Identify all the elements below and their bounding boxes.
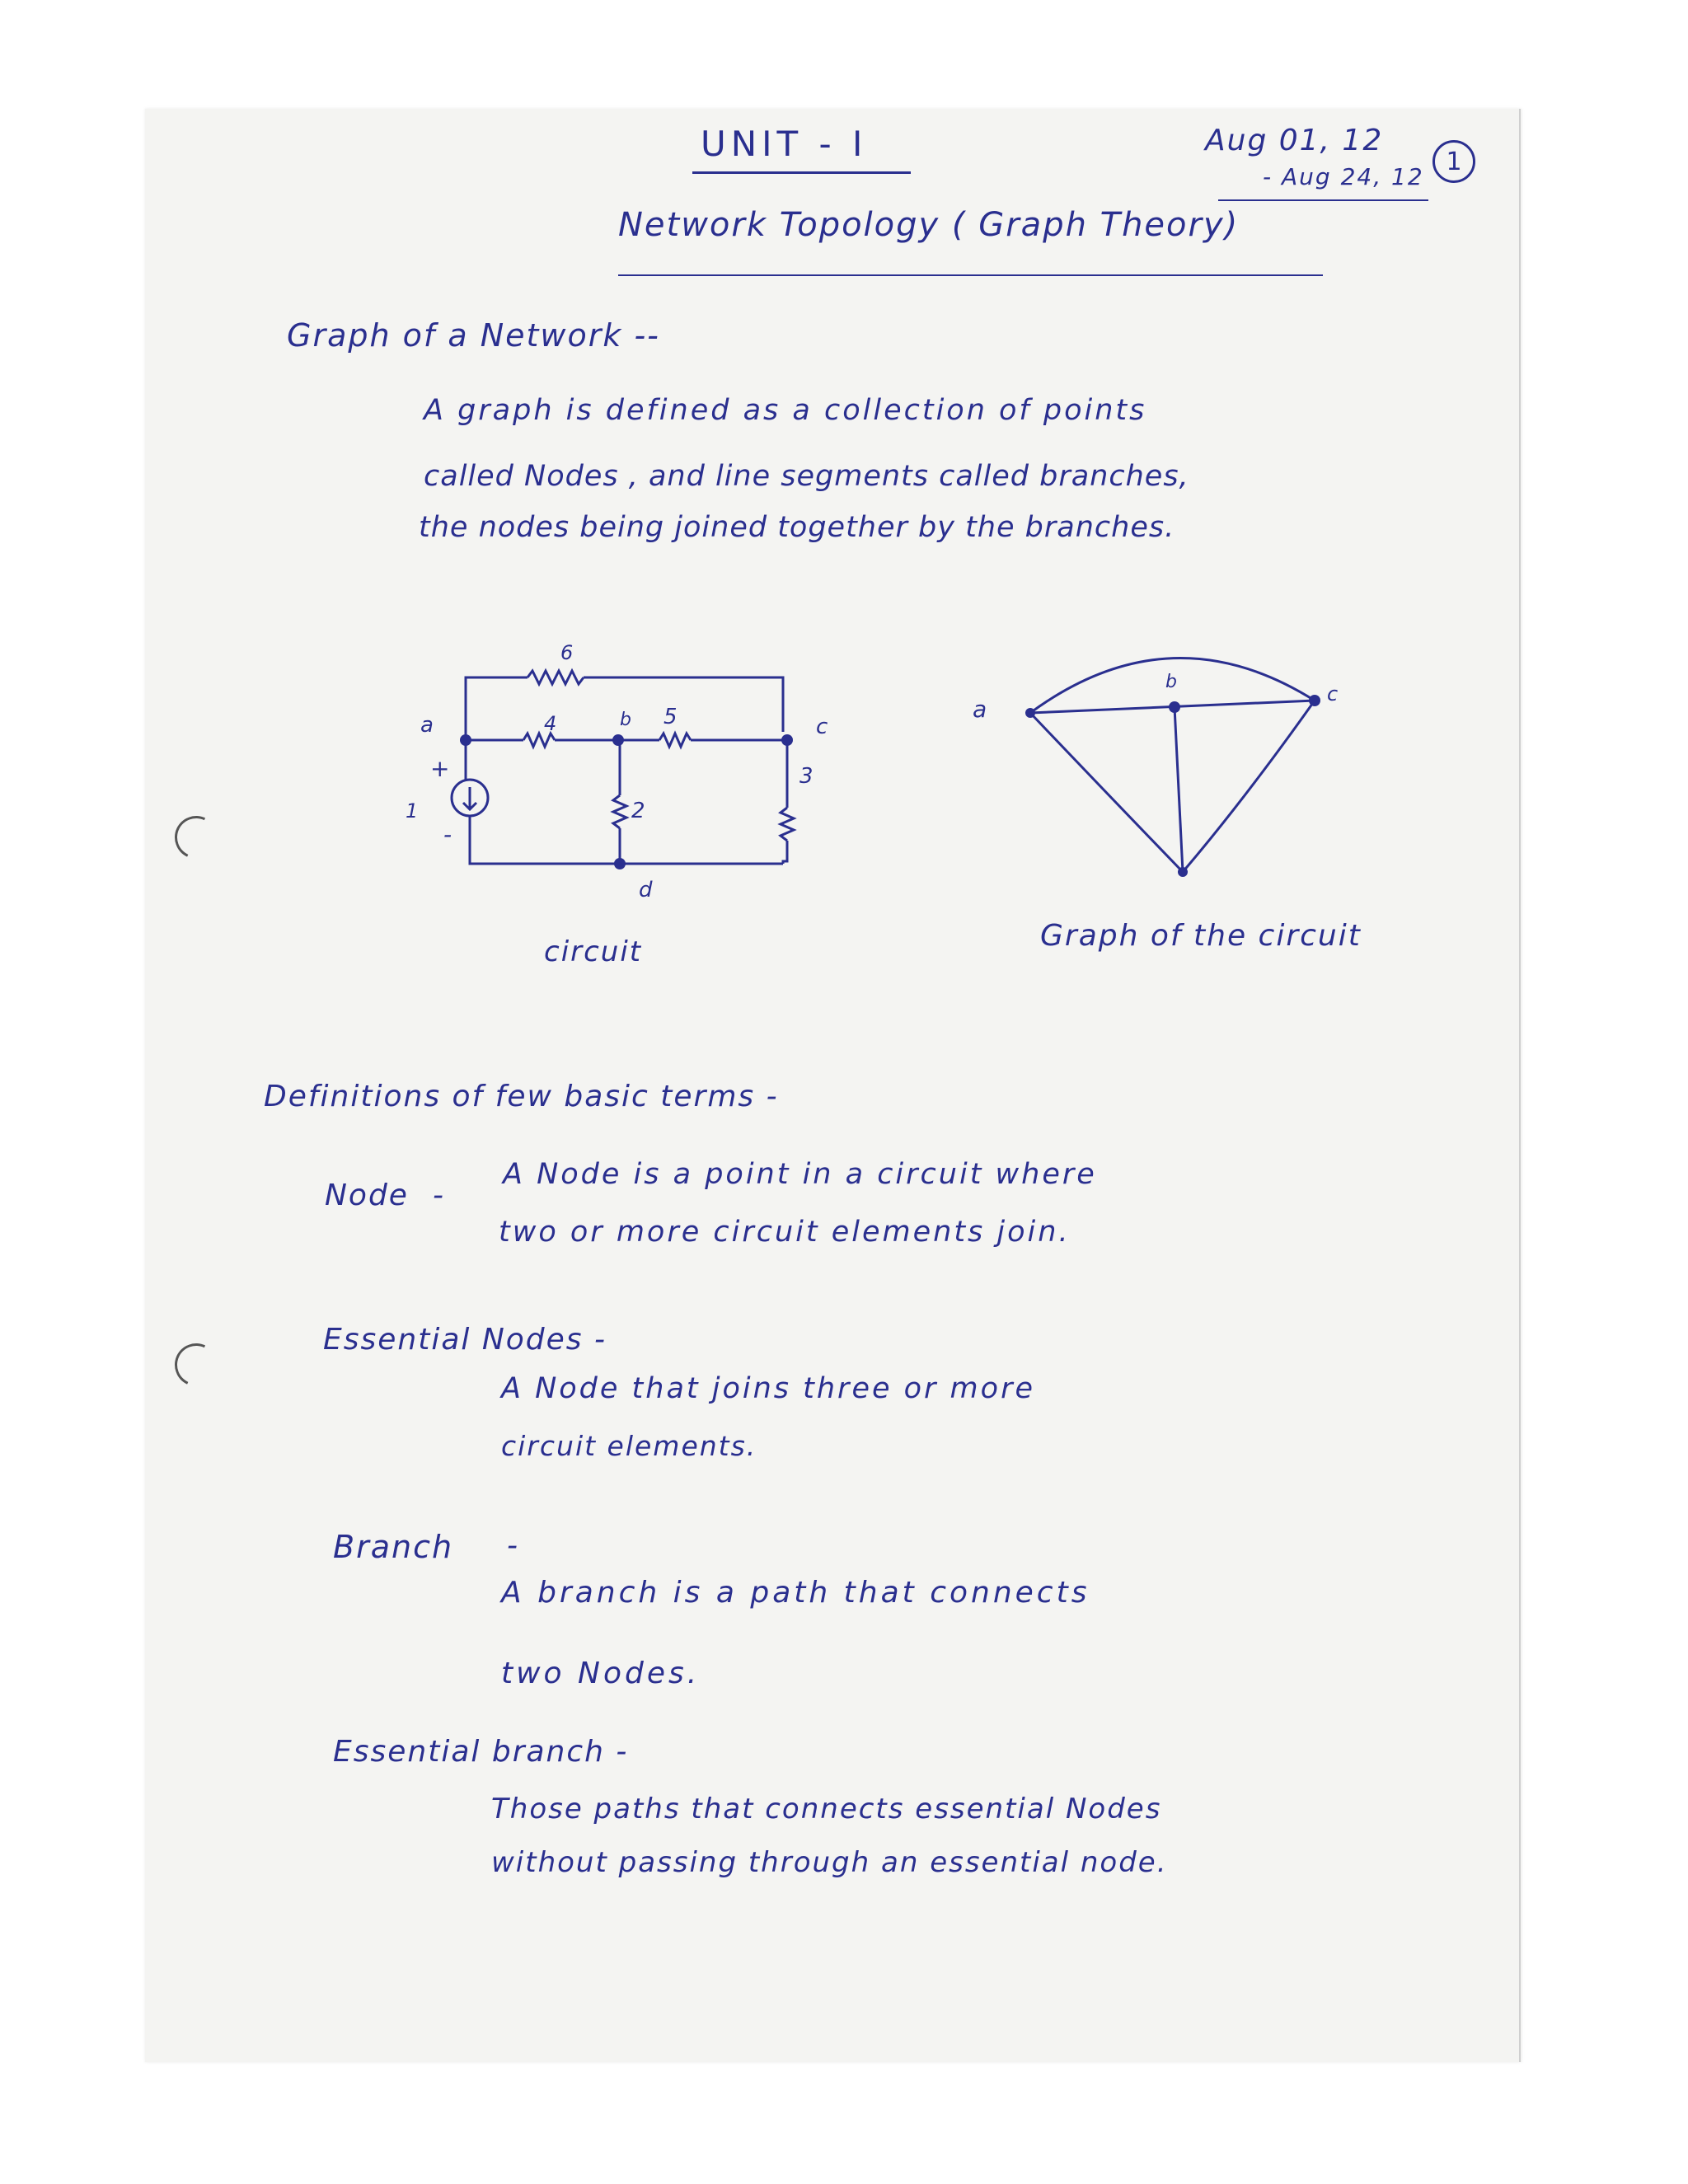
- graph-diagram: [973, 635, 1434, 898]
- graph-node-b: [1169, 701, 1180, 713]
- resistor-6: [528, 671, 584, 684]
- label-node-c: c: [816, 715, 828, 739]
- essential-branch-line-2: without passing through an essential node.: [491, 1846, 1168, 1879]
- date-start: Aug 01, 12: [1205, 124, 1384, 157]
- graph-label-c: c: [1327, 682, 1339, 705]
- resistor-5: [659, 733, 691, 747]
- essential-branch-term: Essential branch -: [333, 1735, 629, 1769]
- essential-branch-line-1: Those paths that connects essential Nodes: [491, 1793, 1162, 1825]
- label-r5: 5: [663, 705, 678, 729]
- graph-label-a: a: [973, 696, 987, 723]
- graph-def-line-3: the nodes being joined together by the branches.: [419, 511, 1175, 544]
- label-plus: +: [430, 755, 450, 782]
- label-r2: 2: [631, 799, 645, 823]
- page-number: 1: [1432, 140, 1475, 183]
- label-minus: -: [443, 821, 452, 848]
- label-node-b: b: [620, 710, 631, 730]
- node-dash: -: [433, 1179, 445, 1212]
- essential-node-line-2: circuit elements.: [501, 1430, 757, 1462]
- label-node-a: a: [420, 713, 434, 738]
- resistor-2: [613, 795, 626, 828]
- graph-edge-a-d: [1030, 713, 1183, 872]
- title-underline: [618, 274, 1323, 276]
- page-title: Network Topology ( Graph Theory): [618, 206, 1240, 244]
- node-d-dot: [614, 858, 626, 869]
- label-r6: 6: [560, 641, 574, 664]
- graph-edge-b-d: [1175, 707, 1183, 872]
- circuit-caption: circuit: [544, 935, 643, 968]
- node-a-dot: [460, 734, 471, 746]
- node-b-dot: [612, 734, 624, 746]
- node-c-dot: [781, 734, 793, 746]
- graph-def-line-1: A graph is defined as a collection of points: [424, 394, 1147, 427]
- essential-nodes-term: Essential Nodes -: [323, 1323, 607, 1357]
- resistor-3: [781, 808, 794, 841]
- label-node-d: d: [639, 878, 653, 902]
- graph-caption: Graph of the circuit: [1040, 919, 1362, 953]
- label-r3: 3: [799, 764, 814, 789]
- node-def-line-1: A Node is a point in a circuit where: [503, 1158, 1097, 1191]
- graph-label-b: b: [1165, 672, 1177, 692]
- essential-node-line-1: A Node that joins three or more: [501, 1372, 1035, 1405]
- definitions-heading: Definitions of few basic terms -: [264, 1080, 779, 1113]
- label-r4: 4: [544, 712, 557, 735]
- branch-term: Branch: [333, 1529, 454, 1565]
- circuit-diagram: [387, 635, 849, 981]
- resistor-4: [523, 733, 555, 747]
- branch-def-line-1: A branch is a path that connects: [501, 1576, 1090, 1610]
- graph-node-d: [1178, 867, 1188, 877]
- unit-underline: [692, 171, 911, 174]
- branch-def-line-2: two Nodes.: [501, 1657, 701, 1690]
- date-underline: [1218, 199, 1428, 201]
- node-def-line-2: two or more circuit elements join.: [499, 1216, 1071, 1249]
- unit-title: UNIT - I: [701, 124, 868, 164]
- branch-dash: -: [507, 1529, 519, 1563]
- graph-heading: Graph of a Network --: [287, 317, 660, 354]
- page-edge: [1519, 109, 1521, 2062]
- date-end: - Aug 24, 12: [1263, 163, 1424, 190]
- label-source: 1: [406, 799, 419, 823]
- graph-node-c: [1309, 695, 1320, 706]
- graph-edge-c-d: [1183, 701, 1315, 872]
- node-term: Node: [325, 1179, 409, 1212]
- graph-def-line-2: called Nodes , and line segments called branches,: [424, 460, 1189, 493]
- graph-node-a: [1025, 708, 1035, 718]
